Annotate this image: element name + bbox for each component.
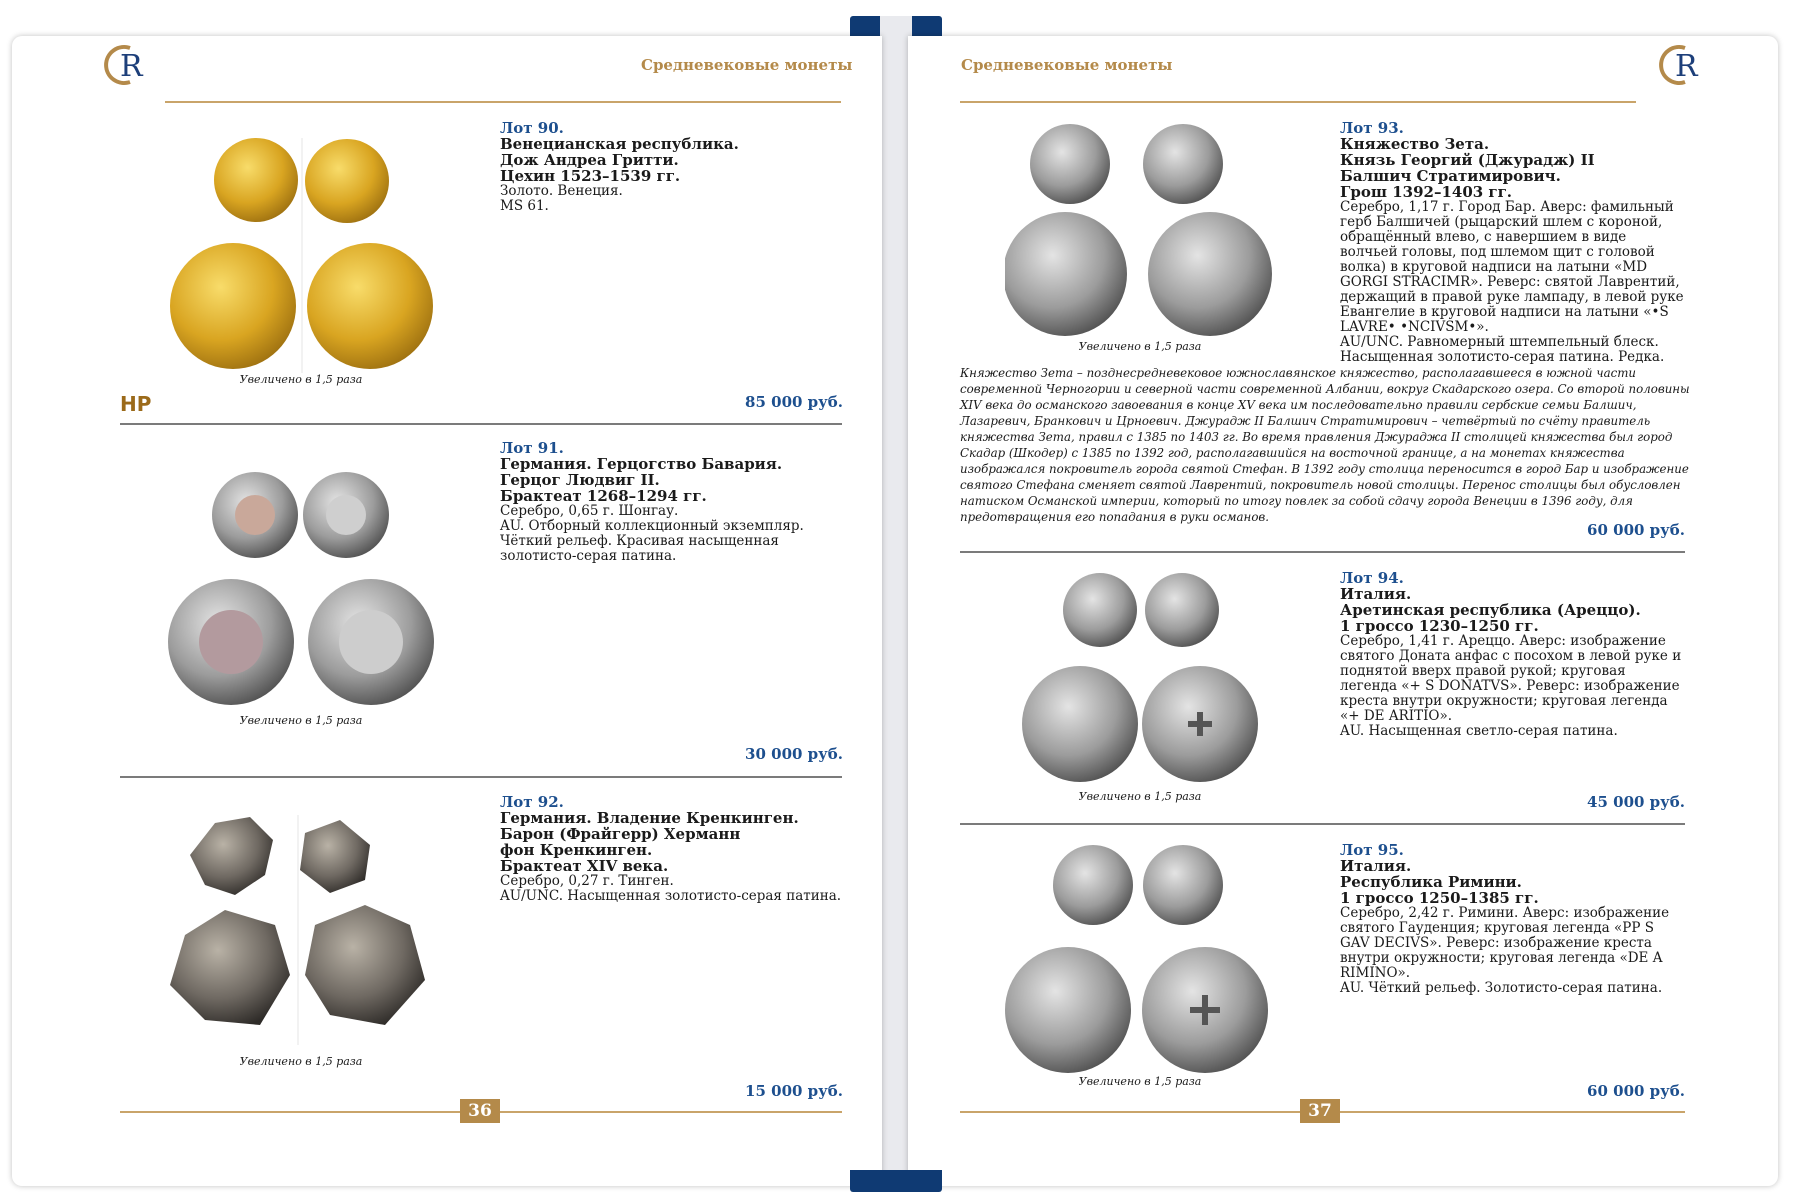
- lot-94-price: 45 000 руб.: [1587, 793, 1685, 811]
- lot-separator: [960, 551, 1685, 553]
- lot-description: Серебро, 1,17 г. Город Бар. Аверс: фамильный герб Балшичей (рыцарский шлем с короной, обращённый влево, с навершием в виде волчьей головы, под шлемом щит с головой волка) в круговой надписи на латыни «MD GORGI STRACIMR». Реверс: святой Лаврентий, держащий в правой руке лампаду, в левой руке Евангелие в круговой надписи на латыни «•S LAVRE• •NCIVSM•».: [1340, 199, 1684, 335]
- lot-94-info: [1340, 571, 1685, 739]
- lot-91-info: [500, 441, 850, 564]
- lot-title-line: Князь Георгий (Джурадж) II: [1340, 151, 1595, 169]
- lot-91-price: 30 000 руб.: [745, 745, 843, 763]
- lot-title-line: Германия. Владение Кренкинген.: [500, 809, 799, 827]
- lot-title-line: Грош 1392–1403 гг.: [1340, 183, 1513, 201]
- lot-94-coin-images: [1020, 572, 1280, 792]
- cr-logo-icon: [100, 40, 150, 90]
- lot-description: AU. Насыщенная светло-серая патина.: [1340, 723, 1618, 739]
- lot-description: AU. Чёткий рельеф. Золотисто-серая патина.: [1340, 980, 1663, 996]
- page-number-right: 37: [1300, 1099, 1340, 1123]
- lot-title-line: Барон (Фрайгерр) Херманн: [500, 825, 741, 843]
- lot-title-line: 1 гроссо 1250–1385 гг.: [1340, 889, 1539, 907]
- lot-number: Лот 91.: [500, 439, 564, 457]
- lot-title-line: Балшич Стратимирович.: [1340, 167, 1561, 185]
- lot-90-caption: Увеличено в 1,5 раза: [239, 373, 363, 386]
- lot-95-caption: Увеличено в 1,5 раза: [1078, 1075, 1202, 1088]
- lot-91-coin-images: [168, 470, 448, 710]
- lot-95-price: 60 000 руб.: [1587, 1082, 1685, 1100]
- lot-93-coin-images: [1005, 122, 1285, 352]
- lot-90-coin-images: [170, 138, 450, 378]
- lot-93-price: 60 000 руб.: [1587, 521, 1685, 539]
- lot-92-price: 15 000 руб.: [745, 1082, 843, 1100]
- lot-title-line: Аретинская республика (Ареццо).: [1340, 601, 1641, 619]
- header-title: Средневековые монеты: [641, 56, 853, 74]
- svg-text:R: R: [120, 49, 143, 84]
- lot-description: Серебро, 0,65 г. Шонгау.: [500, 503, 679, 519]
- lot-description: Золото. Венеция.: [500, 183, 623, 199]
- lot-number: Лот 90.: [500, 119, 564, 137]
- lot-90-price: 85 000 руб.: [745, 393, 843, 411]
- lot-description: Серебро, 0,27 г. Тинген.: [500, 873, 674, 889]
- lot-title-line: Италия.: [1340, 857, 1412, 875]
- lot-title-line: 1 гроссо 1230–1250 гг.: [1340, 617, 1539, 635]
- lot-description: AU/UNC. Насыщенная золотисто-серая патина.: [500, 888, 842, 904]
- svg-text:R: R: [1675, 49, 1698, 84]
- bookmark-ribbon-bottom: [850, 1170, 942, 1192]
- lot-description: AU/UNC. Равномерный штемпельный блеск. Насыщенная золотисто-серая патина. Редка.: [1340, 334, 1665, 365]
- lot-number: Лот 92.: [500, 793, 564, 811]
- header-rule: [165, 101, 841, 103]
- cr-logo-icon-right: [1655, 40, 1705, 90]
- lot-93-info: [1340, 121, 1685, 365]
- header-title-right: Средневековые монеты: [961, 56, 1173, 74]
- lot-93-caption: Увеличено в 1,5 раза: [1078, 340, 1202, 353]
- lot-94-caption: Увеличено в 1,5 раза: [1078, 790, 1202, 803]
- lot-separator: [960, 823, 1685, 825]
- lot-95-info: [1340, 843, 1685, 996]
- historical-note: Княжество Зета – позднесредневековое южнославянское княжество, располагавшееся в южной части современной Черногории и северной части современной Албании, вокруг Скадарского озера. Со второй половины XIV века до османского завоевания в конце XV века им последовательно правили сербские семьи Балшич, Лазаревич, Бранкович и Црноевич. Джурадж II Балшич Стратимирович – четвёртый по счёту правитель княжества Зета, правил с 1385 по 1403 гг. Во время правления Джураджа II столицей княжества был город Скадар (Шкодер) с 1385 по 1392 год, располагавшийся на восточной границе, а на монетах княжества изображался покровитель города святой Стефан. В 1392 году столица переносится в город Бар и изображение святого Стефана сменяет святой Лаврентий, покровитель новой столицы. Перенос столицы был обусловлен натиском Османской империи, который по итогу повлек за собой сдачу города Венеции в 1396 году, для предотвращения его попадания в руки османов.: [960, 366, 1690, 524]
- lot-description: MS 61.: [500, 198, 549, 214]
- lot-title-line: Княжество Зета.: [1340, 135, 1490, 153]
- lot-number: Лот 94.: [1340, 569, 1404, 587]
- lot-title-line: Герцог Людвиг II.: [500, 471, 660, 489]
- lot-separator: [120, 776, 842, 778]
- hp-logo-icon: HP: [120, 392, 152, 416]
- lot-title-line: Брактеат XIV века.: [500, 857, 669, 875]
- lot-number: Лот 93.: [1340, 119, 1404, 137]
- lot-90-info: [500, 121, 850, 214]
- lot-title-line: Республика Римини.: [1340, 873, 1522, 891]
- lot-title-line: Брактеат 1268–1294 гг.: [500, 487, 707, 505]
- lot-title-line: Германия. Герцогство Бавария.: [500, 455, 783, 473]
- lot-title-line: Италия.: [1340, 585, 1412, 603]
- lot-91-caption: Увеличено в 1,5 раза: [239, 714, 363, 727]
- page-number: 36: [460, 1099, 500, 1123]
- lot-title-line: фон Кренкинген.: [500, 841, 653, 859]
- lot-92-info: [500, 795, 850, 904]
- header-rule-right: [960, 101, 1636, 103]
- lot-92-caption: Увеличено в 1,5 раза: [239, 1055, 363, 1068]
- lot-number: Лот 95.: [1340, 841, 1404, 859]
- lot-95-coin-images: [1005, 845, 1285, 1075]
- lot-title-line: Венецианская республика.: [500, 135, 739, 153]
- lot-description: Серебро, 1,41 г. Ареццо. Аверс: изображение святого Доната анфас с посохом в левой руке и поднятой вверх правой рукой; круговая легенда «+ S DONATVS». Реверс: изображение креста внутри окружности; круговая легенда «+ DE ARITIO».: [1340, 633, 1682, 724]
- lot-title-line: Дож Андреа Гритти.: [500, 151, 679, 169]
- lot-title-line: Цехин 1523–1539 гг.: [500, 167, 681, 185]
- lot-separator: [120, 423, 842, 425]
- lot-92-coin-images: [165, 815, 455, 1055]
- lot-description: AU. Отборный коллекционный экземпляр. Чёткий рельеф. Красивая насыщенная золотисто-серая патина.: [500, 518, 804, 564]
- lot-description: Серебро, 2,42 г. Римини. Аверс: изображение святого Гауденция; круговая легенда «PP S GAV DECIVS». Реверс: изображение креста внутри окружности; круговая легенда «DE A RIMINO».: [1340, 905, 1670, 981]
